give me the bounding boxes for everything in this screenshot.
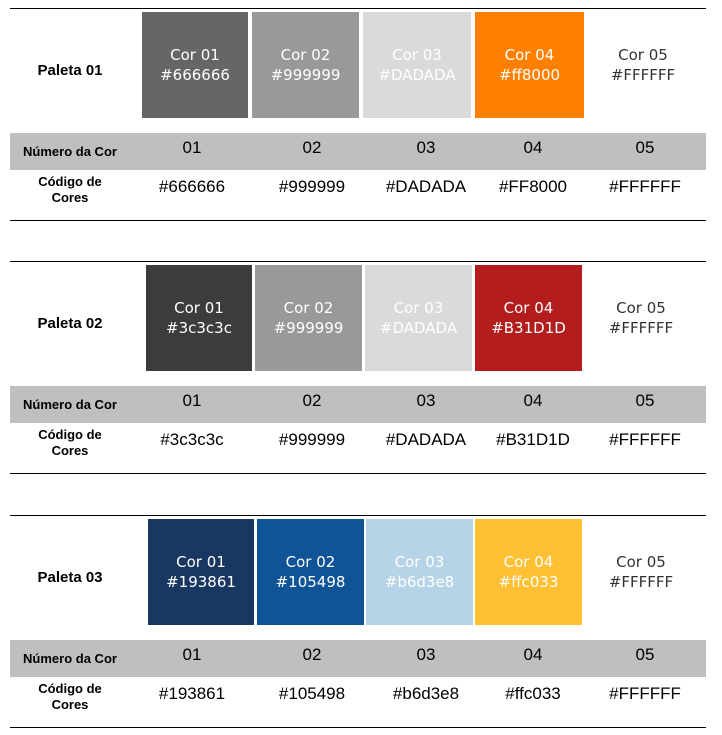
swatch-hex: #3c3c3c xyxy=(166,319,232,337)
swatch-hex: #DADADA xyxy=(378,66,456,84)
color-code-03: #b6d3e8 xyxy=(392,684,460,703)
color-number-02: 02 xyxy=(302,391,322,410)
color-number-label: Número da Cor xyxy=(23,144,117,159)
swatch-name: Cor 05 xyxy=(616,553,666,571)
swatch-name: Cor 04 xyxy=(504,46,555,64)
swatch-hex: #999999 xyxy=(273,319,344,337)
color-number-row xyxy=(10,640,706,677)
swatch-hex: #FFFFFF xyxy=(610,66,676,84)
swatch-hex: #b6d3e8 xyxy=(384,573,455,591)
swatch-hex: #ff8000 xyxy=(498,66,561,84)
color-number-row xyxy=(10,386,706,423)
palette-title: Paleta 03 xyxy=(37,569,103,586)
swatch-name: Cor 04 xyxy=(503,553,554,571)
color-code-05: #FFFFFF xyxy=(609,684,681,703)
color-number-02: 02 xyxy=(302,645,322,664)
swatch-name: Cor 03 xyxy=(392,46,442,64)
color-code-label: Código de Cores xyxy=(38,174,102,205)
color-code-03: #DADADA xyxy=(385,430,467,449)
swatch-hex: #B31D1D xyxy=(491,319,566,337)
color-code-04: #B31D1D xyxy=(496,430,570,449)
swatch-hex: #666666 xyxy=(160,66,230,84)
swatch-cor-03 xyxy=(363,12,471,118)
color-number-label: Número da Cor xyxy=(23,651,117,666)
color-number-row xyxy=(10,133,706,170)
swatch-name: Cor 01 xyxy=(174,299,224,317)
bottom-rule xyxy=(10,473,706,474)
color-number-03: 03 xyxy=(416,138,436,157)
swatch-cor-01 xyxy=(148,519,254,625)
color-number-01: 01 xyxy=(182,645,202,664)
swatch-cor-04 xyxy=(475,265,582,371)
swatch-hex: #999999 xyxy=(270,66,341,84)
color-code-01: #3c3c3c xyxy=(160,430,224,449)
color-number-05: 05 xyxy=(635,645,655,664)
swatch-name: Cor 02 xyxy=(283,299,334,317)
swatch-hex: #FFFFFF xyxy=(608,573,674,591)
swatch-name: Cor 05 xyxy=(616,299,666,317)
swatch-cor-05 xyxy=(588,519,694,625)
swatch-cor-05 xyxy=(590,12,696,118)
palette-block-03 xyxy=(10,515,706,728)
swatch-name: Cor 03 xyxy=(393,299,444,317)
swatch-cor-04 xyxy=(475,12,584,118)
swatch-cor-02 xyxy=(257,519,364,625)
color-number-label: Número da Cor xyxy=(23,397,117,412)
color-code-label: Código de Cores xyxy=(38,681,102,712)
palette-block-02 xyxy=(10,261,706,474)
swatch-name: Cor 02 xyxy=(285,553,336,571)
color-number-03: 03 xyxy=(416,391,436,410)
swatch-cor-01 xyxy=(146,265,252,371)
color-number-05: 05 xyxy=(635,391,655,410)
swatch-name: Cor 05 xyxy=(618,46,668,64)
color-number-02: 02 xyxy=(302,138,322,157)
swatch-cor-03 xyxy=(365,265,472,371)
swatch-cor-03 xyxy=(366,519,473,625)
swatch-name: Cor 02 xyxy=(280,46,331,64)
palette-block-01 xyxy=(10,8,706,221)
color-code-02: #999999 xyxy=(278,177,346,196)
swatch-cor-04 xyxy=(475,519,582,625)
swatch-cor-02 xyxy=(255,265,362,371)
bottom-rule xyxy=(10,727,706,728)
color-number-03: 03 xyxy=(416,645,436,664)
swatch-name: Cor 03 xyxy=(394,553,445,571)
swatch-hex: #ffc033 xyxy=(498,573,559,591)
swatch-hex: #FFFFFF xyxy=(608,319,674,337)
color-code-02: #999999 xyxy=(278,430,346,449)
color-number-04: 04 xyxy=(523,138,543,157)
color-code-01: #666666 xyxy=(158,177,226,196)
color-number-04: 04 xyxy=(523,391,543,410)
swatch-name: Cor 01 xyxy=(176,553,226,571)
color-code-01: #193861 xyxy=(158,684,226,703)
swatch-name: Cor 01 xyxy=(170,46,220,64)
swatch-hex: #DADADA xyxy=(379,319,458,337)
color-code-04: #ffc033 xyxy=(505,684,561,703)
color-code-label: Código de Cores xyxy=(38,427,102,458)
bottom-rule xyxy=(10,220,706,221)
swatch-cor-05 xyxy=(588,265,694,371)
color-code-05: #FFFFFF xyxy=(609,177,681,196)
color-number-05: 05 xyxy=(635,138,655,157)
color-code-03: #DADADA xyxy=(385,177,467,196)
palette-title: Paleta 01 xyxy=(37,62,103,79)
color-number-01: 01 xyxy=(182,138,202,157)
palette-title: Paleta 02 xyxy=(37,315,103,332)
color-code-02: #105498 xyxy=(278,684,346,703)
swatch-hex: #193861 xyxy=(166,573,236,591)
swatch-hex: #105498 xyxy=(275,573,346,591)
color-code-05: #FFFFFF xyxy=(609,430,681,449)
swatch-name: Cor 04 xyxy=(503,299,554,317)
color-number-01: 01 xyxy=(182,391,202,410)
swatch-cor-01 xyxy=(142,12,248,118)
color-number-04: 04 xyxy=(523,645,543,664)
swatch-cor-02 xyxy=(252,12,359,118)
color-code-04: #FF8000 xyxy=(498,177,568,196)
